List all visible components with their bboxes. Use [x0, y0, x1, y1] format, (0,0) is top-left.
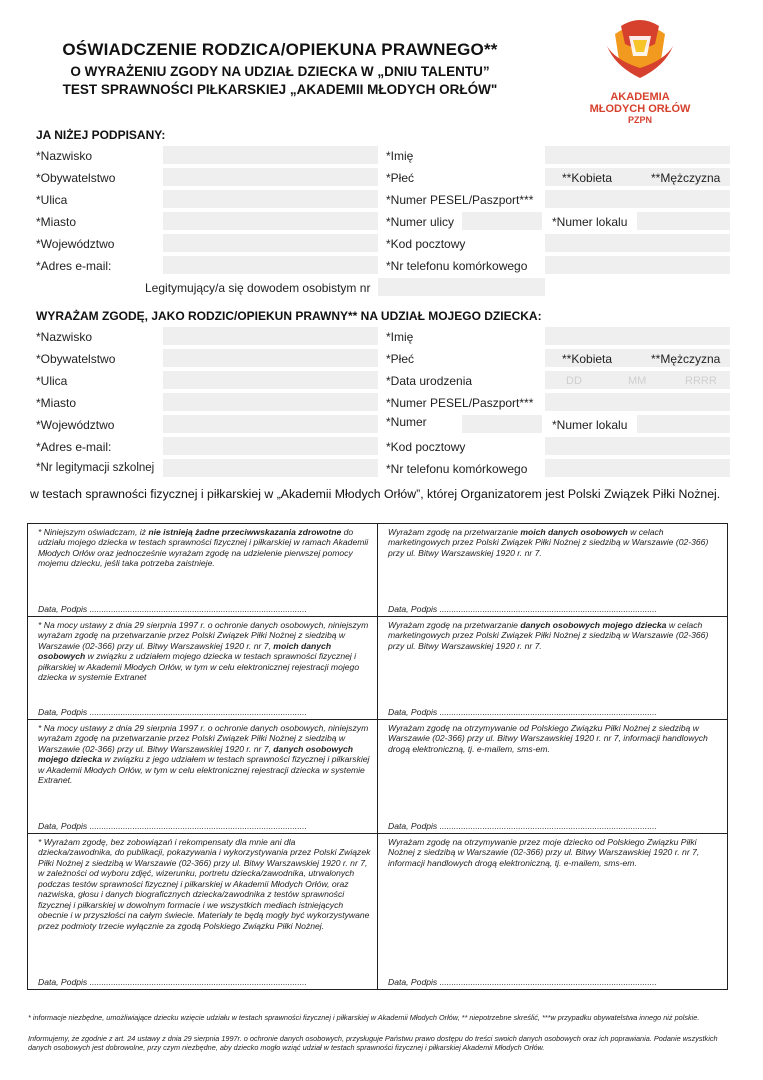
- child-birthdate-dd: DD: [566, 375, 582, 387]
- parent-gender-male[interactable]: **Mężczyzna: [651, 171, 721, 185]
- parent-phone-label: *Nr telefonu komórkowego: [386, 259, 528, 273]
- consent-text-bold: nie istnieją żadne przeciwwskazania zdrowotne: [148, 527, 342, 537]
- footnote-required: * informacje niezbędne, umożliwiające dziecku wzięcie udziału w testach sprawności fizycznej i piłkarskiej w Akademii Młodych Orłów, ** niepotrzebne skreślić, ***w przypadku obywatelstwa innego niż polskie.: [28, 1013, 700, 1022]
- child-email-label: *Adres e-mail:: [36, 440, 112, 454]
- signature-line[interactable]: Data, Podpis ...........................................................................................: [388, 820, 657, 831]
- parent-pesel-label: *Numer PESEL/Paszport***: [386, 193, 534, 207]
- child-surname-field[interactable]: [163, 327, 378, 345]
- parent-id-field[interactable]: [378, 278, 545, 296]
- consent-text: Wyrażam zgodę na otrzymywanie przez moje dziecko od Polskiego Związku Piłki Nożnej z siedzibą w Warszawie (02-366) przy ul. Bitwy Warszawskiej 1920 r. nr 7, informacji handlowych drogą elektroniczną, tj. e-mailem, sms-em.: [388, 837, 700, 868]
- child-email-field[interactable]: [163, 437, 378, 455]
- parent-gender-label: *Płeć: [386, 171, 415, 185]
- consent-text: w celach marketingowych przez Polski Związek Piłki Nożnej z siedzibą w Warszawie (02-366) przy ul. Bitwy Warszawskiej 1920 r. nr 7.: [388, 620, 709, 651]
- child-pesel-label: *Numer PESEL/Paszport***: [386, 396, 534, 410]
- consent-cell[interactable]: [378, 617, 728, 720]
- consent-text-bold: moich danych osobowych: [520, 527, 628, 537]
- parent-firstname-field[interactable]: [545, 146, 730, 164]
- logo-text-2: MŁODYCH ORŁÓW: [589, 103, 691, 115]
- consent-cell[interactable]: [378, 834, 728, 990]
- footnote-gdpr: Informujemy, że zgodnie z art. 24 ustawy z dnia 29 sierpnia 1997r. o ochronie danych osobowych, przysługuje Państwu prawo dostępu do treści swoich danych osobowych oraz ich poprawiania. Podanie wszystkich danych osobowych jest dobrowolne, przy czym niezbędne, aby dziecko mogło wziąć udział w testach sprawności fizycznej i piłkarskiej Akademii Młodych Orłów.: [28, 1034, 718, 1053]
- consent-text-bold: danych osobowych mojego dziecka: [38, 743, 354, 765]
- child-flat-field[interactable]: [637, 415, 730, 433]
- signature-line[interactable]: Data, Podpis ...........................................................................................: [38, 603, 307, 614]
- participation-sentence: w testach sprawności fizycznej i piłkarskiej w „Akademii Młodych Orłów”, której Organizatorem jest Polski Związek Piłki Nożnej.: [30, 487, 721, 501]
- consent-text-bold: moich danych osobowych: [38, 640, 332, 662]
- child-birthdate-mm: MM: [628, 375, 647, 387]
- child-birthdate-rrrr: RRRR: [685, 375, 717, 387]
- consent-cell[interactable]: [28, 720, 378, 834]
- parent-flat-label: *Numer lokalu: [552, 215, 628, 229]
- child-phone-label: *Nr telefonu komórkowego: [386, 462, 528, 476]
- child-city-label: *Miasto: [36, 396, 77, 410]
- child-school-id-field[interactable]: [163, 459, 378, 477]
- child-firstname-label: *Imię: [386, 330, 414, 344]
- child-gender-female[interactable]: **Kobieta: [562, 352, 613, 366]
- child-citizenship-label: *Obywatelstwo: [36, 352, 116, 366]
- parent-citizenship-label: *Obywatelstwo: [36, 171, 116, 185]
- parent-flat-field[interactable]: [637, 212, 730, 230]
- child-surname-label: *Nazwisko: [36, 330, 93, 344]
- consent-text: * Niniejszym oświadczam, iż: [38, 527, 149, 537]
- consent-text: Wyrażam zgodę na przetwarzanie: [388, 620, 521, 630]
- consent-row: [28, 524, 728, 617]
- parent-email-label: *Adres e-mail:: [36, 259, 112, 273]
- child-citizenship-field[interactable]: [163, 349, 378, 367]
- parent-id-label: Legitymujący/a się dowodem osobistym nr: [145, 281, 371, 295]
- parent-city-field[interactable]: [163, 212, 378, 230]
- child-city-field[interactable]: [163, 393, 378, 411]
- parent-pesel-field[interactable]: [545, 190, 730, 208]
- parent-voivodeship-label: *Województwo: [36, 237, 115, 251]
- child-section-heading: WYRAŻAM ZGODĘ, JAKO RODZIC/OPIEKUN PRAWNY** NA UDZIAŁ MOJEGO DZIECKA:: [36, 309, 542, 323]
- parent-surname-field[interactable]: [163, 146, 378, 164]
- parent-voivodeship-field[interactable]: [163, 234, 378, 252]
- parent-street-no-label: *Numer ulicy: [386, 215, 455, 229]
- child-street-label: *Ulica: [36, 374, 68, 388]
- signature-line[interactable]: Data, Podpis ...........................................................................................: [38, 820, 307, 831]
- consent-text: Wyrażam zgodę na przetwarzanie: [388, 527, 521, 537]
- consent-text: w celach marketingowych przez Polski Związek Piłki Nożnej z siedzibą w Warszawie (02-366) przy ul. Bitwy Warszawskiej 1920 r. nr 7.: [388, 527, 709, 558]
- consent-text: * Wyrażam zgodę, bez zobowiązań i rekompensaty dla mnie ani dla dziecka/zawodnika, do publikacji, pokazywania i wykorzystywania przez Polski Związek Piłki Nożnej z siedzibą w Warszawie (02-366) przy ul. Bitwy Warszawskiej 1920 r. nr 7, w zależności od wyboru zdjęć, wizerunku, portretu dziecka/zawodnika, utrwalonych podczas testów sprawności fizycznej i piłkarskiej w Akademii Młodych Orłów, oraz nazwiska, głosu i danych biograficznych dziecka/zawodnika z testów sprawności fizycznej i piłkarskiej w dowolnym formacie i we wszystkich mediach istniejących obecnie i w przyszłości na całym świecie. Materiały te będą mogły być wykorzystywane przez podmioty trzecie wyłącznie za zgodą Polskiego Związku Piłki Nożnej.: [38, 837, 371, 931]
- parent-city-label: *Miasto: [36, 215, 77, 229]
- parent-phone-field[interactable]: [545, 256, 730, 274]
- logo-text-3: PZPN: [627, 115, 652, 125]
- parent-firstname-label: *Imię: [386, 149, 414, 163]
- consent-cell[interactable]: [28, 834, 378, 990]
- signature-line[interactable]: Data, Podpis ...........................................................................................: [388, 603, 657, 614]
- child-firstname-field[interactable]: [545, 327, 730, 345]
- signature-line[interactable]: Data, Podpis ...........................................................................................: [388, 706, 657, 717]
- parent-email-field[interactable]: [163, 256, 378, 274]
- child-birthdate-label: *Data urodzenia: [386, 374, 473, 388]
- logo-text-1: AKADEMIA: [610, 91, 670, 103]
- form-subtitle-2: TEST SPRAWNOŚCI PIŁKARSKIEJ „AKADEMII MŁODYCH ORŁÓW": [62, 82, 498, 97]
- signature-line[interactable]: Data, Podpis ...........................................................................................: [388, 976, 657, 987]
- consent-cell[interactable]: [378, 524, 728, 617]
- consent-text: * Na mocy ustawy z dnia 29 sierpnia 1997 r. o ochronie danych osobowych, niniejszym wyrażam zgodę na przetwarzanie przez Polski Związek Piłki Nożnej z siedzibą w Warszawie (02-366) przy ul. Bitwy Warszawskiej 1920 r. nr 7,: [38, 723, 369, 754]
- child-postcode-label: *Kod pocztowy: [386, 440, 466, 454]
- consent-cell[interactable]: [28, 617, 378, 720]
- consent-text: * Na mocy ustawy z dnia 29 sierpnia 1997 r. o ochronie danych osobowych, niniejszym wyrażam zgodę na przetwarzanie przez Polski Związek Piłki Nożnej z siedzibą w Warszawie (02-366) przy ul. Bitwy Warszawskiej 1920 r. nr 7,: [38, 620, 369, 651]
- consent-text: do udziału mojego dziecka w testach sprawności fizycznej i piłkarskiej w ramach Akademii Młodych Orłów oraz jednocześnie wyrażam zgodę na udzielenie pierwszej pomocy mojemu dziecku, jeśli taka potrzeba zaistnieje.: [38, 527, 369, 569]
- child-street-no-field[interactable]: [462, 415, 542, 433]
- parent-postcode-label: *Kod pocztowy: [386, 237, 466, 251]
- consent-cell[interactable]: [28, 524, 378, 617]
- signature-line[interactable]: Data, Podpis ...........................................................................................: [38, 706, 307, 717]
- form-title: OŚWIADCZENIE RODZICA/OPIEKUNA PRAWNEGO**: [62, 40, 498, 59]
- child-gender-label: *Płeć: [386, 352, 415, 366]
- parent-citizenship-field[interactable]: [163, 168, 378, 186]
- child-street-no-label: *Numer: [386, 415, 427, 429]
- child-street-field[interactable]: [163, 371, 378, 389]
- parent-postcode-field[interactable]: [545, 234, 730, 252]
- form-subtitle: O WYRAŻENIU ZGODY NA UDZIAŁ DZIECKA W „DNIU TALENTU”: [70, 64, 490, 79]
- consent-row: [28, 617, 728, 720]
- child-school-id-label: *Nr legitymacji szkolnej: [36, 462, 155, 474]
- child-pesel-field[interactable]: [545, 393, 730, 411]
- child-postcode-field[interactable]: [545, 437, 730, 455]
- consent-table: [27, 523, 728, 990]
- logo-emblem-icon: [585, 16, 695, 88]
- parent-surname-label: *Nazwisko: [36, 149, 93, 163]
- child-phone-field[interactable]: [545, 459, 730, 477]
- child-voivodeship-field[interactable]: [163, 415, 378, 433]
- parent-street-label: *Ulica: [36, 193, 68, 207]
- child-voivodeship-label: *Województwo: [36, 418, 115, 432]
- consent-cell[interactable]: [378, 720, 728, 834]
- consent-text-bold: danych osobowych mojego dziecka: [520, 620, 667, 630]
- akademia-logo: [585, 16, 695, 136]
- child-gender-male[interactable]: **Mężczyzna: [651, 352, 721, 366]
- consent-row: [28, 720, 728, 834]
- consent-row: [28, 834, 728, 990]
- consent-text: w związku z udziałem mojego dziecka w testach sprawności fizycznej i piłkarskiej w Akademii Młodych Orłów, w tym w celu elektronicznej rejestracji mojego dziecka w systemie Extranet: [38, 651, 360, 683]
- consent-text: Wyrażam zgodę na otrzymywanie od Polskiego Związku Piłki Nożnej z siedzibą w Warszawie (02-366) przy ul. Bitwy Warszawskiej 1920 r. nr 7, informacji handlowych drogą elektroniczną, tj. e-mailem, sms-em.: [388, 723, 708, 754]
- parent-street-no-field[interactable]: [462, 212, 542, 230]
- parent-street-field[interactable]: [163, 190, 378, 208]
- parent-section-heading: JA NIŻEJ PODPISANY:: [36, 128, 166, 142]
- parent-gender-female[interactable]: **Kobieta: [562, 171, 613, 185]
- signature-line[interactable]: Data, Podpis ...........................................................................................: [38, 976, 307, 987]
- child-flat-label: *Numer lokalu: [552, 418, 628, 432]
- consent-text: w związku z jego udziałem w testach sprawności fizycznej i piłkarskiej w Akademii Młodych Orłów, w tym w celu elektronicznej rejestracji dziecka w systemie Extranet.: [38, 754, 370, 786]
